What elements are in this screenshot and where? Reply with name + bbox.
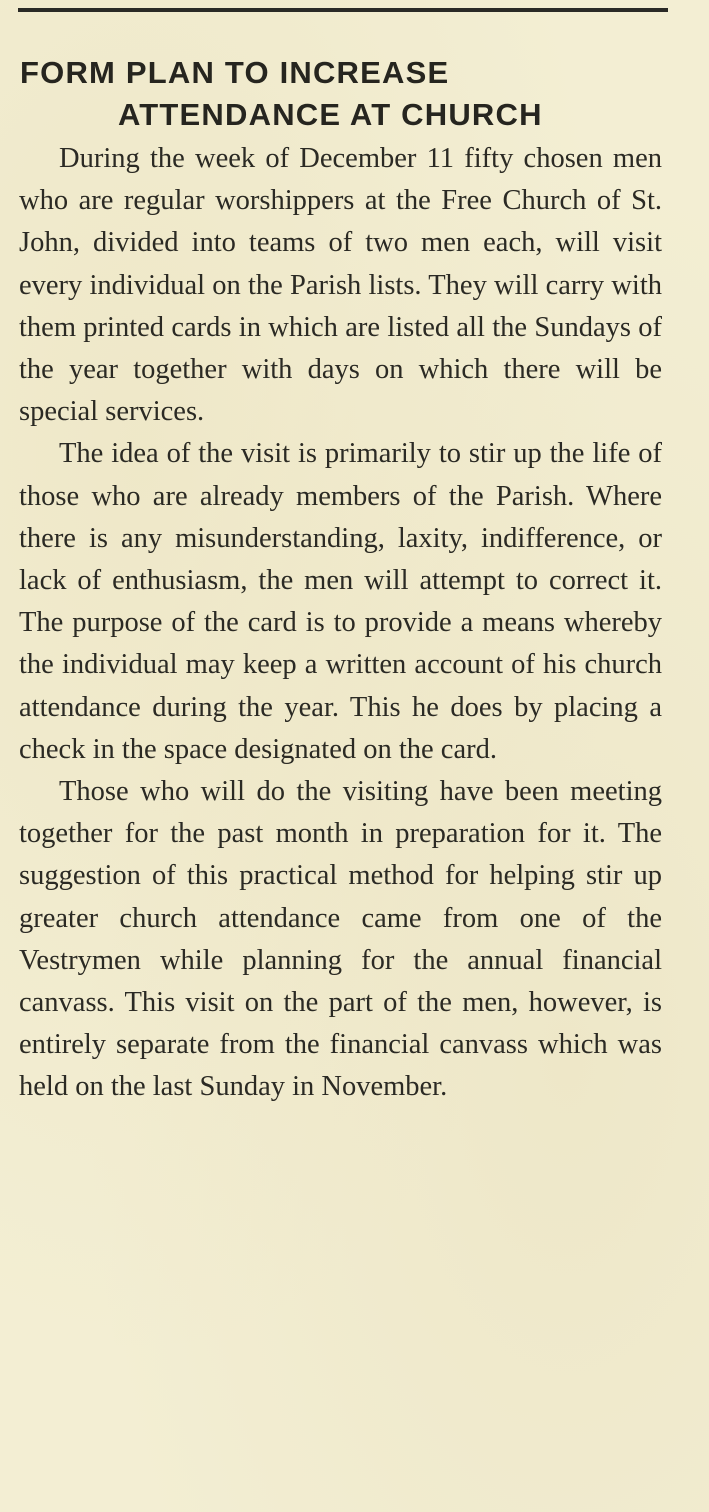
paragraph-2: The idea of the visit is primarily to stir up the life of those who are already members of the Parish. Where there is any misunderstanding, laxity, indifference, or lack of enthusiasm, the men will attempt to correct it. The purpose of the card is to provide a means whereby the individual may keep a written account of his church attendance during the year. This he does by placing a check in the space designated on the card. [19,438,662,765]
article-body [19,138,662,1109]
headline-line-2: ATTENDANCE AT CHURCH [118,97,543,132]
top-rule [18,8,668,12]
headline [20,52,675,136]
paragraph-1: During the week of December 11 fifty chosen men who are regular worshippers at the Free Church of St. John, divided into teams of two men each, will visit every individual on the Parish lists. They will carry with them printed cards in which are listed all the Sundays of the year together with days on which there will be special services. [19,143,662,428]
headline-line-1: FORM PLAN TO INCREASE [20,55,450,90]
paragraph-3: Those who will do the visiting have been meeting together for the past month in preparation for it. The suggestion of this practical method for helping stir up greater church attendance came from one of the Vestrymen while planning for the annual financial canvass. This visit on the part of the men, however, is entirely separate from the financial canvass which was held on the last Sunday in November. [19,776,662,1103]
